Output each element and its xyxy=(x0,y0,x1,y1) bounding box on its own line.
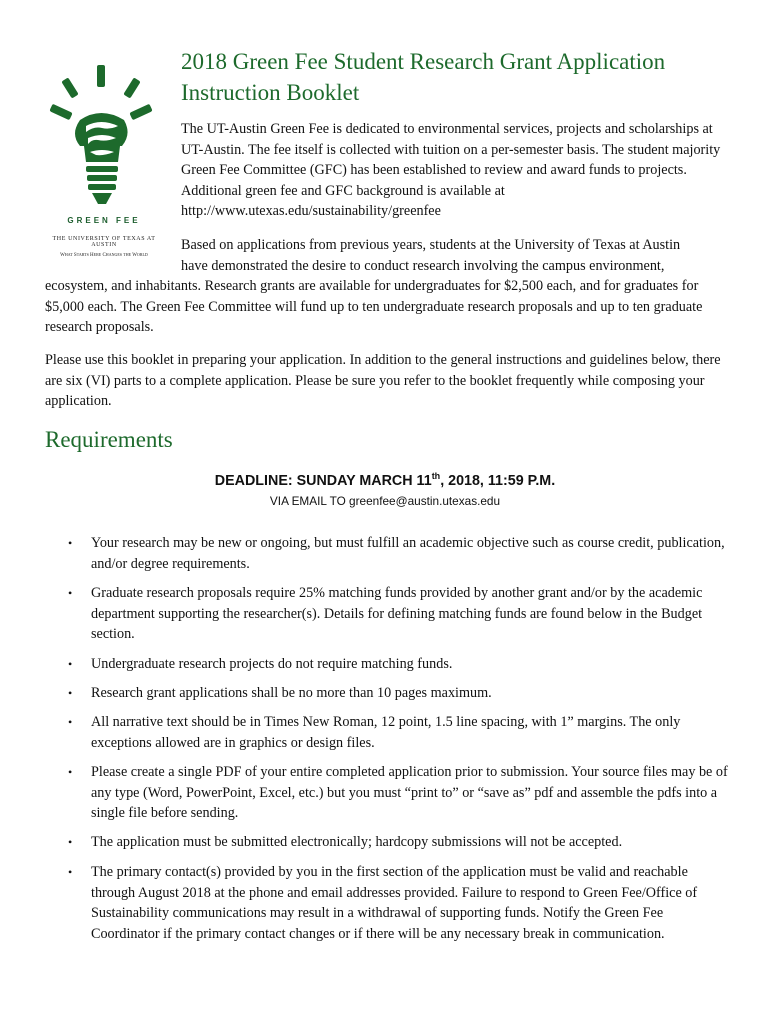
booklet-usage-paragraph: Please use this booklet in preparing your application. In addition to the general instructions and guidelines below, there are six (VI) parts to a complete application. Please be sure you refer to the booklet frequently while composing your application. xyxy=(45,352,721,409)
bullet-icon: • xyxy=(68,536,73,550)
list-item-text: Your research may be new or ongoing, but must fulfill an academic objective such as course credit, publication, and/or degree requirements. xyxy=(91,535,725,572)
bullet-icon: • xyxy=(68,835,73,849)
list-item xyxy=(68,762,731,824)
list-item xyxy=(68,583,731,645)
list-item-text: The primary contact(s) provided by you in the first section of the application must be valid and reachable through August 2018 at the phone and email addresses provided. Failure to respond to Green Fee/Office of Sustainability communications may result in a withdrawal of supporting funds. Notify the Green Fee Coordinator if the primary contact changes or if there will be any necessary break in communication. xyxy=(91,864,698,942)
bullet-icon: • xyxy=(68,586,73,600)
bullet-icon: • xyxy=(68,657,73,671)
bullet-icon: • xyxy=(68,686,73,700)
logo-tagline: What Starts Here Changes the World xyxy=(60,253,148,258)
list-item-text: Undergraduate research projects do not require matching funds. xyxy=(91,656,453,672)
deadline-rest: , 2018, 11:59 P.M. xyxy=(440,472,556,489)
requirements-heading: Requirements xyxy=(45,427,173,452)
deadline-sup: th xyxy=(431,471,441,481)
list-item xyxy=(68,654,731,675)
list-item-text: Please create a single PDF of your entire completed application prior to submission. Your source files may be of any type (Word, PowerPoint, Excel, etc.) but you must “print to” or “save as” pdf and assemble the pdfs into a single file before sending. xyxy=(91,764,728,821)
eligibility-line-2: have demonstrated the desire to conduct research involving the campus environment, xyxy=(181,257,665,274)
eligibility-paragraph xyxy=(45,235,730,338)
list-item xyxy=(68,533,731,574)
intro-paragraph: The UT-Austin Green Fee is dedicated to environmental services, projects and scholarships at UT-Austin. The fee itself is collected with tuition on a per-semester basis. The student majority Green Fee Committee (GFC) has been established to review and award funds to projects. Additional green fee and GFC background is available at http://www.utexas.edu/sustainability/greenfee xyxy=(181,121,721,219)
bullet-icon: • xyxy=(68,865,73,879)
list-item xyxy=(68,832,731,853)
list-item-text: All narrative text should be in Times New Roman, 12 point, 1.5 line spacing, with 1” margins. The only exceptions allowed are in graphics or design files. xyxy=(91,714,681,751)
logo-wordmark: GREEN FEE xyxy=(67,216,141,225)
logo-university: THE UNIVERSITY OF TEXAS AT AUSTIN xyxy=(52,236,156,248)
list-item-text: Research grant applications shall be no more than 10 pages maximum. xyxy=(91,685,492,701)
page-title: 2018 Green Fee Student Research Grant Application Instruction Booklet xyxy=(181,49,666,105)
list-item-text: Graduate research proposals require 25% matching funds provided by another grant and/or by the academic department supporting the researcher(s). Details for defining matching funds are found below in the Budget section. xyxy=(91,585,703,642)
eligibility-rest: ecosystem, and inhabitants. Research grants are available for undergraduates for $2,500 each, and for graduates for $5,000 each. The Green Fee Committee will fund up to ten undergraduate research proposals and up to ten graduate research proposals. xyxy=(45,278,703,335)
deadline-main: DEADLINE: SUNDAY MARCH 11 xyxy=(214,472,432,489)
list-item xyxy=(68,712,731,753)
submission-email-line: VIA EMAIL TO greenfee@austin.utexas.edu xyxy=(269,494,501,508)
bullet-icon: • xyxy=(68,715,73,729)
bullet-icon: • xyxy=(68,765,73,779)
list-item-text: The application must be submitted electronically; hardcopy submissions will not be accepted. xyxy=(91,834,623,850)
eligibility-line-1: Based on applications from previous years, students at the University of Texas at Austin xyxy=(181,237,681,253)
deadline-line xyxy=(0,471,770,489)
list-item xyxy=(68,862,731,944)
lightbulb-icon xyxy=(40,60,168,215)
list-item xyxy=(68,683,731,704)
